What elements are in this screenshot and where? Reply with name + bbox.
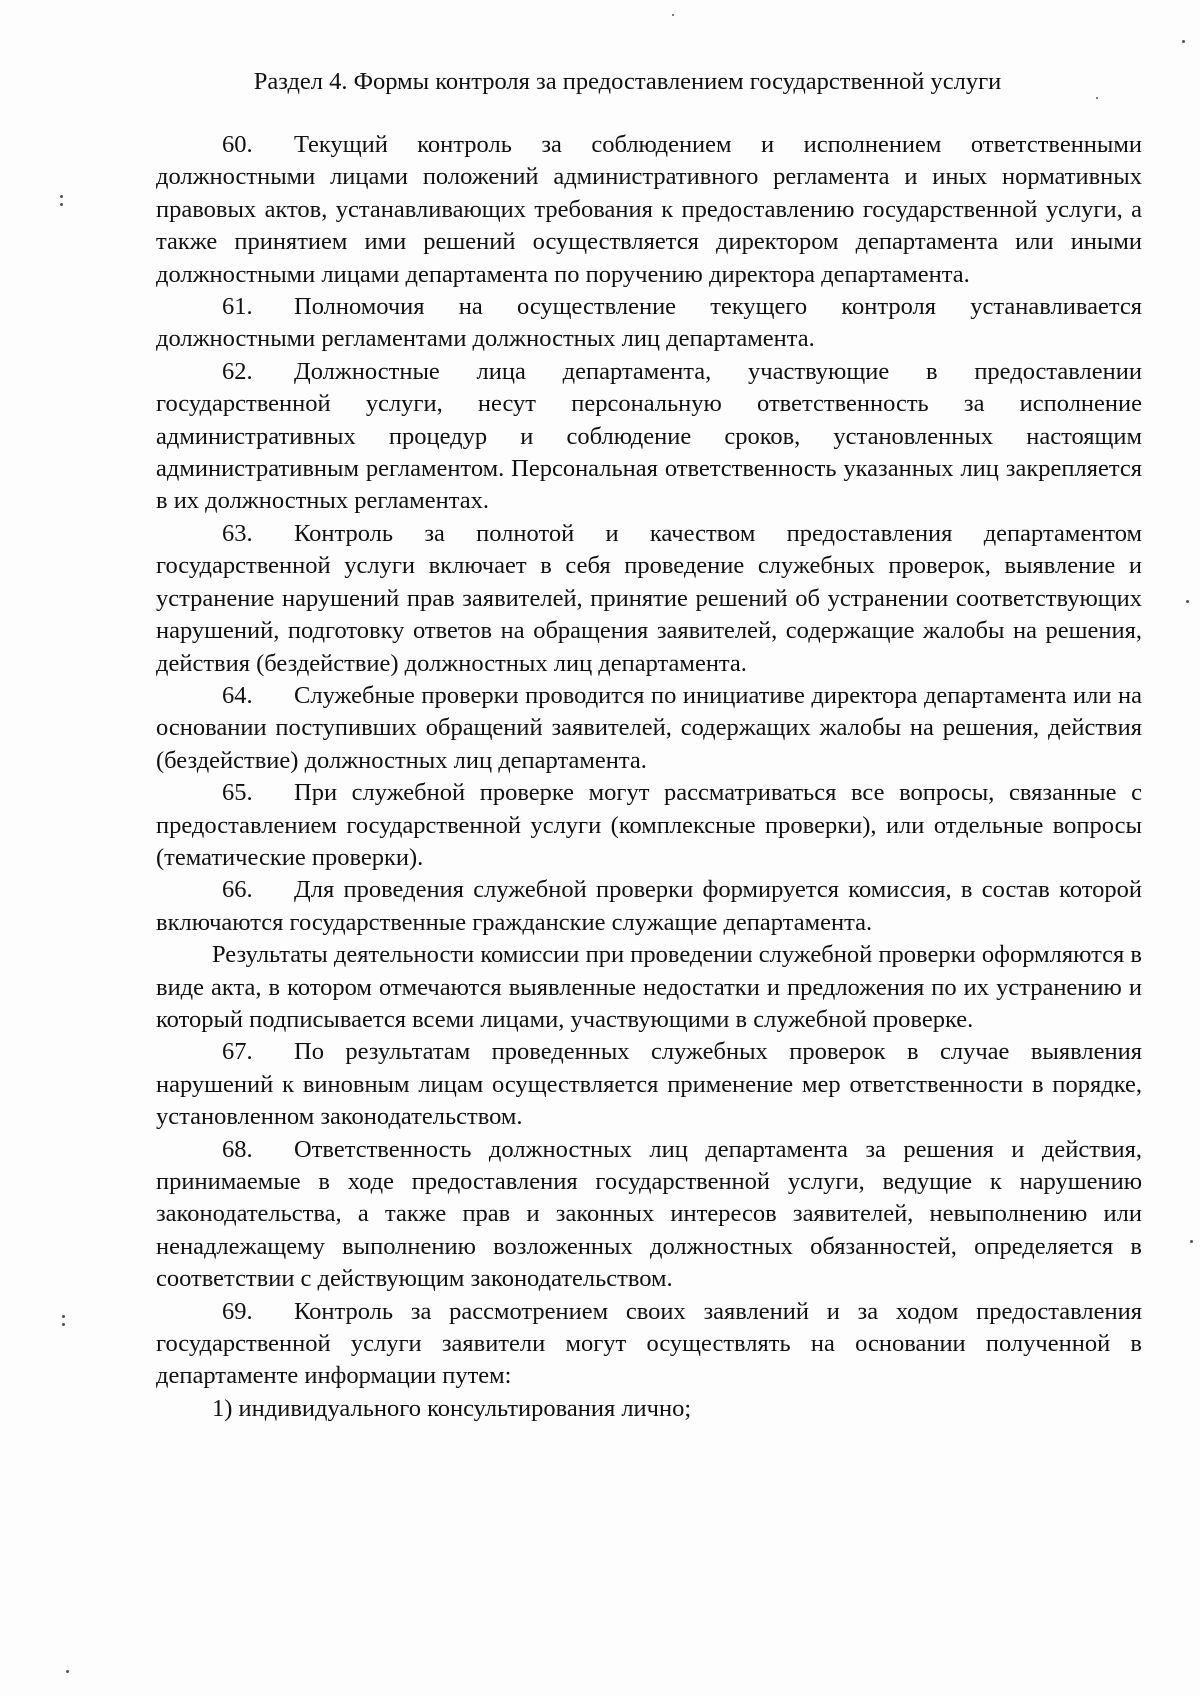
paragraph-60 (156, 129, 1142, 291)
scan-speck (60, 203, 63, 206)
paragraph-text: Контроль за рассмотрением своих заявлений и за ходом предоставления государственной услуги заявители могут осуществлять на основании полученной в департаменте информации путем: (156, 1297, 1142, 1390)
paragraph-65 (156, 777, 1142, 874)
scan-speck (1182, 40, 1185, 43)
paragraph-number: 65. (222, 779, 253, 807)
section-title: Раздел 4. Формы контроля за предоставлением государственной услуги (253, 68, 1002, 95)
paragraph-text: Текущий контроль за соблюдением и исполнением ответственными должностными лицами положений административного регламента и иных нормативных правовых актов, устанавливающих требования к предоставлению государственной услуги, а также принятием ими решений осуществляется директором департамента или иными должностными лицами департамента по поручению директора департамента. (156, 131, 1142, 288)
paragraph-number: 64. (222, 681, 253, 709)
paragraph-text: Служебные проверки проводится по инициативе директора департамента или на основании поступивших обращений заявителей, содержащих жалобы на решения, действия (бездействие) должностных лиц департамента. (156, 681, 1142, 774)
paragraph-text: Результаты деятельности комиссии при проведении служебной проверки оформляются в виде акта, в котором отмечаются выявленные недостатки и предложения по их устранению и который подписывается всеми лицами, участвующими в служебной проверке. (156, 941, 1142, 1033)
paragraph-62 (156, 356, 1142, 518)
paragraph-number: 67. (222, 1038, 253, 1066)
scan-speck (1096, 97, 1098, 99)
paragraph-67 (156, 1036, 1142, 1133)
scan-speck (1190, 1240, 1193, 1243)
paragraph-number: 68. (222, 1135, 253, 1163)
list-item-text: 1) индивидуального консультирования лично; (212, 1394, 692, 1422)
paragraph-text: По результатам проведенных служебных проверок в случае выявления нарушений к виновным лицам осуществляется применение мер ответственности в порядке, установленном законодательством. (156, 1038, 1142, 1131)
scan-speck (60, 195, 63, 198)
paragraph-61 (156, 291, 1142, 356)
document-body (156, 129, 1142, 1425)
paragraph-number: 66. (222, 876, 253, 904)
scan-speck (62, 1315, 65, 1318)
scan-speck (66, 1670, 69, 1673)
paragraph-64 (156, 680, 1142, 777)
paragraph-66-results (156, 939, 1142, 1036)
scan-speck (1186, 600, 1189, 603)
scan-speck (672, 14, 674, 16)
list-item-1 (156, 1393, 1142, 1425)
scan-speck (62, 1323, 65, 1326)
paragraph-69 (156, 1296, 1142, 1393)
paragraph-number: 62. (222, 357, 253, 385)
paragraph-text: Ответственность должностных лиц департамента за решения и действия, принимаемые в ходе предоставления государственной услуги, ведущие к нарушению законодательства, а также прав и законных интересов заявителей, невыполнению или ненадлежащему выполнению возложенных должностных обязанностей, определяется в соответствии с действующим законодательством. (156, 1135, 1142, 1293)
paragraph-text: Для проведения служебной проверки формируется комиссия, в состав которой включаются государственные гражданские служащие департамента. (156, 876, 1142, 936)
paragraph-text: Полномочия на осуществление текущего контроля устанавливается должностными регламентами должностных лиц департамента. (156, 293, 1142, 353)
paragraph-text: Должностные лица департамента, участвующие в предоставлении государственной услуги, несут персональную ответственность за исполнение административных процедур и соблюдение сроков, установленных настоящим административным регламентом. Персональная ответственность указанных лиц закрепляется в их должностных регламентах. (156, 357, 1142, 515)
paragraph-number: 63. (222, 519, 253, 547)
paragraph-text: При служебной проверке могут рассматриваться все вопросы, связанные с предоставлением государственной услуги (комплексные проверки), или отдельные вопросы (тематические проверки). (156, 779, 1142, 871)
paragraph-68 (156, 1134, 1142, 1296)
paragraph-number: 61. (222, 293, 253, 321)
paragraph-66 (156, 874, 1142, 939)
paragraph-number: 60. (222, 131, 253, 158)
paragraph-number: 69. (222, 1297, 253, 1325)
paragraph-63 (156, 518, 1142, 680)
paragraph-text: Контроль за полнотой и качеством предоставления департаментом государственной услуги включает в себя проведение служебных проверок, выявление и устранение нарушений прав заявителей, принятие решений об устранении соответствующих нарушений, подготовку ответов на обращения заявителей, содержащие жалобы на решения, действия (бездействие) должностных лиц департамента. (156, 519, 1142, 677)
